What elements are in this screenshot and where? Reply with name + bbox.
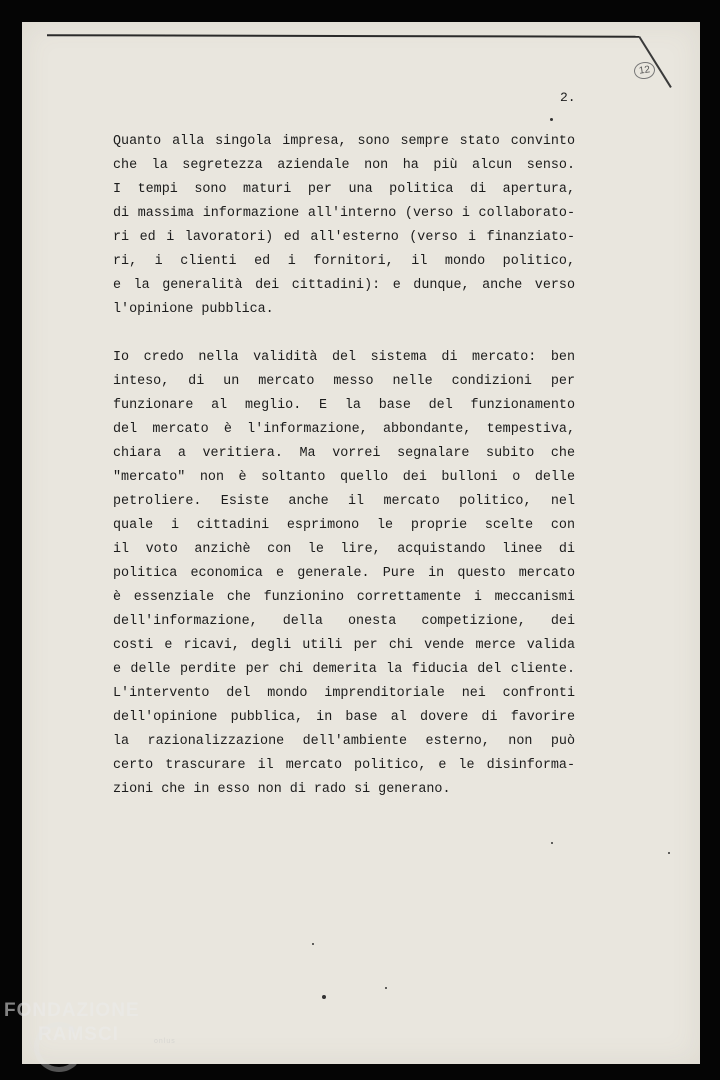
ink-speck: [312, 943, 314, 945]
body-text: [113, 130, 575, 826]
text-line: e la generalità dei cittadini): e dunque, anche verso: [113, 278, 575, 293]
ink-speck: [550, 118, 553, 121]
archive-number-stamp: 12: [633, 61, 656, 81]
ink-speck: [385, 987, 387, 989]
page-number: 2.: [560, 90, 576, 105]
text-line: politica economica e generale. Pure in questo mercato: [113, 566, 575, 581]
watermark-line-2: RAMSCI: [38, 1024, 119, 1045]
text-line: di massima informazione all'interno (verso i collaborato-: [113, 206, 575, 221]
text-line: Quanto alla singola impresa, sono sempre stato convinto: [113, 134, 575, 149]
text-line: dell'opinione pubblica, in base al dovere di favorire: [113, 710, 575, 725]
text-line: l'opinione pubblica.: [113, 302, 274, 317]
top-rule-line: [47, 34, 639, 38]
text-line: "mercato" non è soltanto quello dei bulloni o delle: [113, 470, 575, 485]
ink-speck: [668, 852, 670, 854]
text-line: L'intervento del mondo imprenditoriale nei confronti: [113, 686, 575, 701]
document-page: [22, 22, 700, 1064]
ink-speck: [551, 842, 553, 844]
text-line: funzionare al meglio. E la base del funzionamento: [113, 398, 575, 413]
ink-speck: [322, 995, 326, 999]
text-line: quale i cittadini esprimono le proprie scelte con: [113, 518, 575, 533]
text-line: del mercato è l'informazione, abbondante, tempestiva,: [113, 422, 575, 437]
text-line: è essenziale che funzionino correttamente i meccanismi: [113, 590, 575, 605]
text-line: e delle perdite per chi demerita la fiducia del cliente.: [113, 662, 575, 677]
text-line: dell'informazione, della onesta competizione, dei: [113, 614, 575, 629]
watermark-g-logo-icon: [34, 1022, 84, 1072]
watermark-line-1: FONDAZIONE: [4, 1000, 140, 1021]
text-line: la razionalizzazione dell'ambiente esterno, non può: [113, 734, 575, 749]
text-line: zioni che in esso non di rado si generano.: [113, 782, 451, 797]
text-line: ri ed i lavoratori) ed all'esterno (verso i finanziato-: [113, 230, 575, 245]
fondazione-gramsci-watermark: [4, 1000, 176, 1046]
text-line: certo trascurare il mercato politico, e le disinforma-: [113, 758, 575, 773]
text-line: chiara a veritiera. Ma vorrei segnalare subito che: [113, 446, 575, 461]
text-line: costi e ricavi, degli utili per chi vende merce valida: [113, 638, 575, 653]
text-line: il voto anzichè con le lire, acquistando linee di: [113, 542, 575, 557]
paragraph-1: [113, 130, 575, 322]
text-line: petroliere. Esiste anche il mercato politico, nel: [113, 494, 575, 509]
watermark-small: onlus: [154, 1038, 176, 1045]
text-line: che la segretezza aziendale non ha più alcun senso.: [113, 158, 575, 173]
text-line: inteso, di un mercato messo nelle condizioni per: [113, 374, 575, 389]
text-line: Io credo nella validità del sistema di mercato: ben: [113, 350, 575, 365]
text-line: I tempi sono maturi per una politica di apertura,: [113, 182, 575, 197]
text-line: ri, i clienti ed i fornitori, il mondo politico,: [113, 254, 575, 269]
paragraph-2: [113, 346, 575, 802]
